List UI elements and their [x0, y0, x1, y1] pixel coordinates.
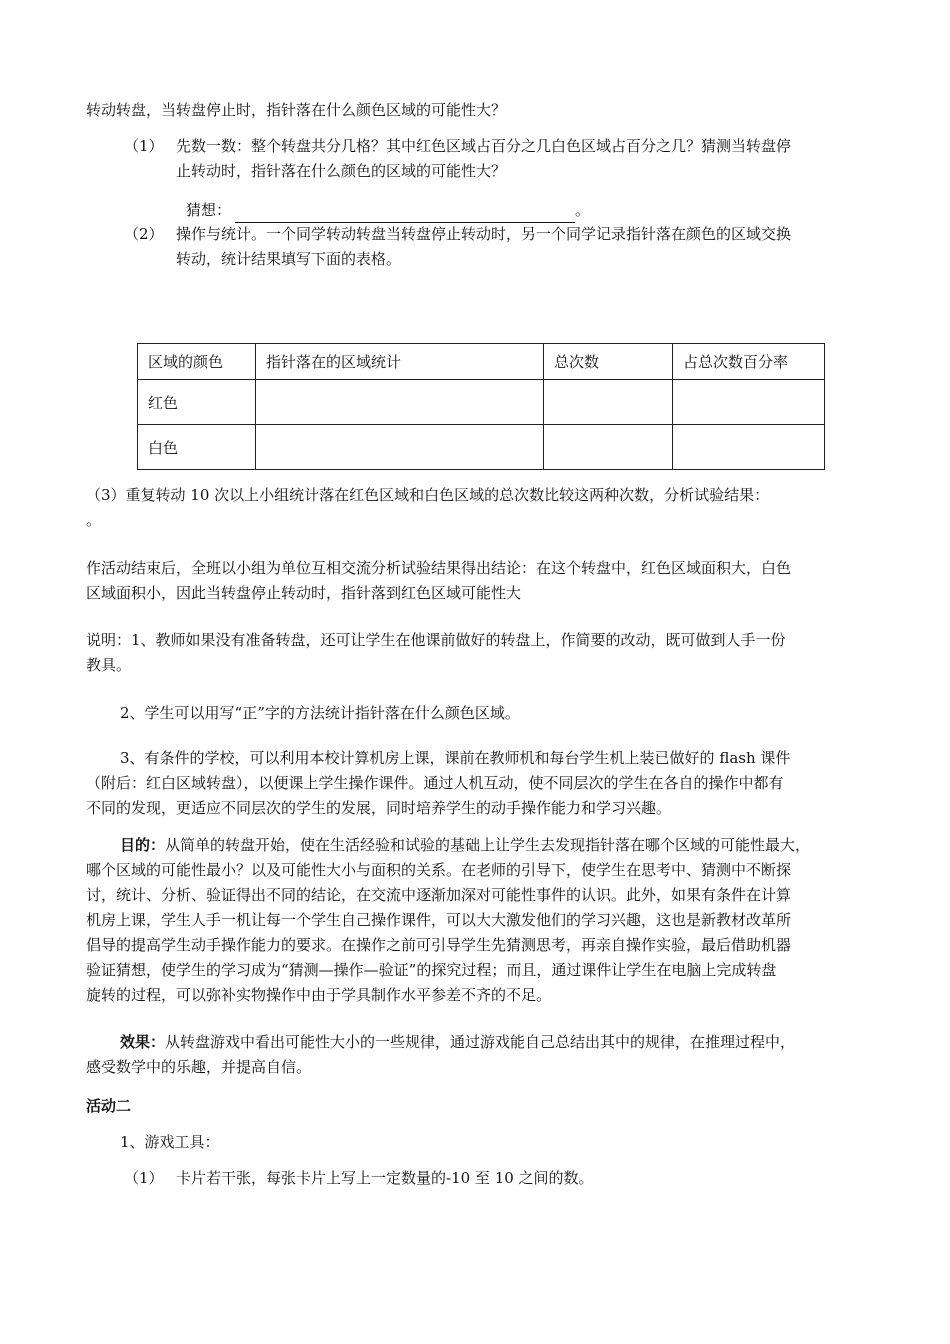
- effect-line-2: 感受数学中的乐趣，并提高自信。: [86, 1058, 312, 1076]
- step-3: [86, 483, 769, 533]
- intro-text: 转动转盘，当转盘停止时，指针落在什么颜色区域的可能性大？: [86, 101, 507, 119]
- effect-label: 效果：: [120, 1033, 166, 1051]
- purpose-line: 旋转的过程，可以弥补实物操作中由于学具制作水平参差不齐的不足。: [86, 986, 552, 1004]
- table-header-row: [138, 344, 825, 380]
- header-total: 总次数: [544, 344, 673, 380]
- note-1-line-2: 教具。: [86, 656, 132, 674]
- table-cell-tally: [256, 380, 544, 425]
- table-cell-color: 红色: [138, 380, 256, 425]
- note-3-line-2: （附后：红白区域转盘），以便课上学生操作课件。通过人机互动，使不同层次的学生在各自的操作中都有: [86, 774, 784, 792]
- purpose-line: 机房上课，学生人手一机让每一个学生自己操作课件，可以大大激发他们的学习兴趣，这也是新教材改革所: [86, 911, 792, 929]
- guess-label: 猜想：: [186, 201, 232, 219]
- guess-blank: [235, 205, 575, 223]
- purpose-line: 倡导的提高学生动手操作能力的要求。在操作之前可引导学生先猜测思考，再亲自操作实验，最后借助机器: [86, 936, 792, 954]
- activity-2-sub-1: [124, 1166, 594, 1191]
- guess-line: [186, 198, 590, 223]
- note-3: [86, 746, 790, 821]
- conclusion: [86, 556, 791, 606]
- step-1-line-2: 止转动时，指针落在什么颜色的区域的可能性大？: [176, 162, 507, 180]
- activity-2-sub-1-number: （1）: [124, 1169, 164, 1187]
- note-2: 2、学生可以用写“正”字的方法统计指针落在什么颜色区域。: [120, 704, 520, 722]
- table-cell-color: 白色: [138, 425, 256, 470]
- step-1: [124, 134, 791, 184]
- table-cell-total: [544, 380, 673, 425]
- note-1-line-1: 说明：1、教师如果没有准备转盘，还可让学生在他课前做好的转盘上，作简要的改动，既可做到人手一份: [86, 631, 786, 649]
- purpose-line: 哪个区域的可能性最小？以及可能性大小与面积的关系。在老师的引导下，使学生在思考中、猜测中不断探: [86, 861, 792, 879]
- step-2-line-2: 转动，统计结果填写下面的表格。: [176, 250, 402, 268]
- step-1-number: （1）: [124, 137, 164, 155]
- purpose-label: 目的：: [120, 836, 166, 854]
- step-2-line-1: 操作与统计。一个同学转动转盘当转盘停止转动时，另一个同学记录指针落在颜色的区域交换: [176, 225, 792, 243]
- table-row: [138, 425, 825, 470]
- effect-line-1: 从转盘游戏中看出可能性大小的一些规律，通过游戏能自己总结出其中的规律，在推理过程中，: [165, 1033, 796, 1051]
- table-cell-percentage: [673, 380, 825, 425]
- purpose-section: [86, 833, 810, 1008]
- activity-2-item-1: 1、游戏工具：: [120, 1133, 220, 1151]
- effect-section: [86, 1030, 795, 1080]
- header-color: 区域的颜色: [138, 344, 256, 380]
- table-cell-tally: [256, 425, 544, 470]
- header-percentage: 占总次数百分率: [673, 344, 825, 380]
- table-cell-percentage: [673, 425, 825, 470]
- step-1-line-1: 先数一数：整个转盘共分几格？其中红色区域占百分之几白色区域占百分之几？猜测当转盘停: [176, 137, 792, 155]
- note-3-line-3: 不同的发现，更适应不同层次的学生的发展，同时培养学生的动手操作能力和学习兴趣。: [86, 799, 672, 817]
- header-tally: 指针落在的区域统计: [256, 344, 544, 380]
- step-3-line-2: 。: [86, 511, 102, 529]
- statistics-table: [137, 343, 825, 470]
- table-cell-total: [544, 425, 673, 470]
- note-3-line-1: 3、有条件的学校，可以利用本校计算机房上课，课前在教师机和每台学生机上装已做好的 flash 课件: [120, 749, 791, 767]
- purpose-line: 从简单的转盘开始，使在生活经验和试验的基础上让学生去发现指针落在哪个区域的可能性最大，: [165, 836, 811, 854]
- purpose-line: 讨，统计、分析、验证得出不同的结论，在交流中逐渐加深对可能性事件的认识。此外，如果有条件在计算: [86, 886, 792, 904]
- conclusion-line-1: 作活动结束后，全班以小组为单位互相交流分析试验结果得出结论：在这个转盘中，红色区域面积大，白色: [86, 559, 792, 577]
- step-2-number: （2）: [124, 225, 164, 243]
- note-1: [86, 628, 786, 678]
- activity-2-sub-1-text: 卡片若干张，每张卡片上写上一定数量的-10 至 10 之间的数。: [176, 1169, 594, 1187]
- table-row: [138, 380, 825, 425]
- step-3-line-1: （3）重复转动 10 次以上小组统计落在红色区域和白色区域的总次数比较这两种次数，分析试验结果：: [86, 486, 770, 504]
- step-2: [124, 222, 791, 272]
- activity-2-title: 活动二: [86, 1097, 132, 1115]
- conclusion-line-2: 区域面积小，因此当转盘停止转动时，指针落到红色区域可能性大: [86, 584, 522, 602]
- guess-end: 。: [575, 201, 591, 219]
- purpose-line: 验证猜想，使学生的学习成为“猜测—操作—验证”的探究过程；而且，通过课件让学生在电脑上完成转盘: [86, 961, 777, 979]
